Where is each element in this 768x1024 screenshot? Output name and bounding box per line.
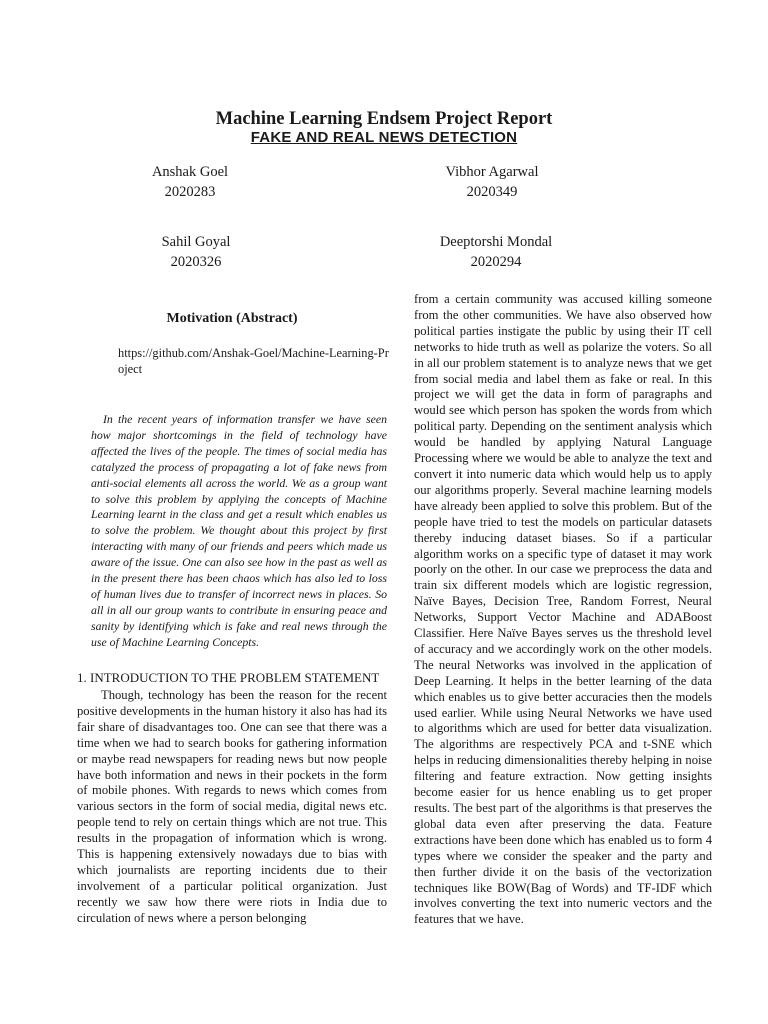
section-heading-introduction: 1. INTRODUCTION TO THE PROBLEM STATEMENT xyxy=(77,670,380,685)
author-block xyxy=(396,232,596,272)
author-block xyxy=(90,162,290,202)
right-column-paragraph: from a certain community was accused killing someone from the other communities. We have also observed how political parties instigate the public by using their IT cell networks to hide truth as well as polarize the voters. So all in all our problem statement is to analyze news that we get from social media and label them as fake or real. In this project we will get the data in form of paragraphs and would see which person has spoken the words from which political party. Depending on the sentiment analysis which would be handled by applying Natural Language Processing where we would be able to analyze the text and convert it into numeric data which would help us to apply our algorithms properly. Several machine learning models have already been applied to solve this problem. But of the people have tried to test the models on particular datasets thereby inducing dataset biases. So if a particular algorithm works on a specific type of dataset it may work poorly on the other. In our case we preprocess the data and train six different models which are logistic regression, Naïve Bayes, Decision Tree, Random Forrest, Neural Networks, Support Vector Machine and ADABoost Classifier. Here Naïve Bayes serves us the threshold level of accuracy and we accordingly work on the other models. The neural Networks was involved in the application of Deep Learning. It helps in the better learning of the data which enables us to give better accuracies then the models used earlier. While using Neural Networks we have used to algorithms which are used for better data visualization. The algorithms are respectively PCA and t-SNE which helps in reducing dimensionalities thereby helping in noise filtering and feature extraction. Now getting insights become easier for us hence enabling us to get proper results. The best part of the algorithms is that preserves the global data even after preserving the data. Feature extractions have been done which has enabled us to form 4 types where we consider the speaker and the party and then further divide it on the basis of the vectorization techniques like BOW(Bag of Words) and TF-IDF which involves converting the text into numeric vectors and the features that we have. xyxy=(414,292,712,927)
introduction-paragraph: Though, technology has been the reason for the recent positive developments in the human history it also has had its fair share of disadvantages too. One can see that there was a time when we had to search books for gathering information or maybe read newspapers for reading news but now people have both information and news in their pockets in the form of mobile phones. With regards to news which comes from various sectors in the form of social media, digital news etc. people tend to rely on certain things which are not true. This results in the propagation of information which is wrong. This is happening extensively nowadays due to bias with which journalists are reporting incidents due to their involvement of a particular political organization. Just recently we saw how there were riots in India due to circulation of news where a person belonging xyxy=(77,688,387,925)
section-heading-motivation: Motivation (Abstract) xyxy=(166,311,298,326)
author-id: 2020283 xyxy=(164,184,216,200)
abstract-paragraph: In the recent years of information transfer we have seen how major shortcomings in the field of technology have affected the lives of the people. The times of social media has catalyzed the process of propagating a lot of fake news from anti-social elements all across the world. We as a group want to solve this problem by applying the concepts of Machine Learning learnt in the class and get a result which enables us to solve the problem. We thought about this project by first interacting with many of our friends and peers which made us aware of the issue. One can also see how in the past as well as in the present there has been chaos which has also led to loss of human lives due to transfer of incorrect news in places. So all in all our group wants to contribute in ensuring peace and sanity by identifying which is fake and real news through the use of Machine Learning Concepts. xyxy=(91,412,387,649)
author-name: Anshak Goel xyxy=(151,164,229,180)
author-name: Sahil Goyal xyxy=(161,234,231,250)
github-link[interactable]: https://github.com/Anshak-Goel/Machine-Learning-Project xyxy=(118,346,389,376)
author-name: Deeptorshi Mondal xyxy=(439,234,553,250)
author-name: Vibhor Agarwal xyxy=(445,164,539,180)
author-id: 2020326 xyxy=(170,254,222,270)
author-block xyxy=(96,232,296,272)
paper-title: Machine Learning Endsem Project Report xyxy=(215,109,553,129)
author-block xyxy=(392,162,592,202)
author-id: 2020349 xyxy=(466,184,518,200)
author-id: 2020294 xyxy=(470,254,522,270)
paper-subtitle: FAKE AND REAL NEWS DETECTION xyxy=(250,129,518,146)
